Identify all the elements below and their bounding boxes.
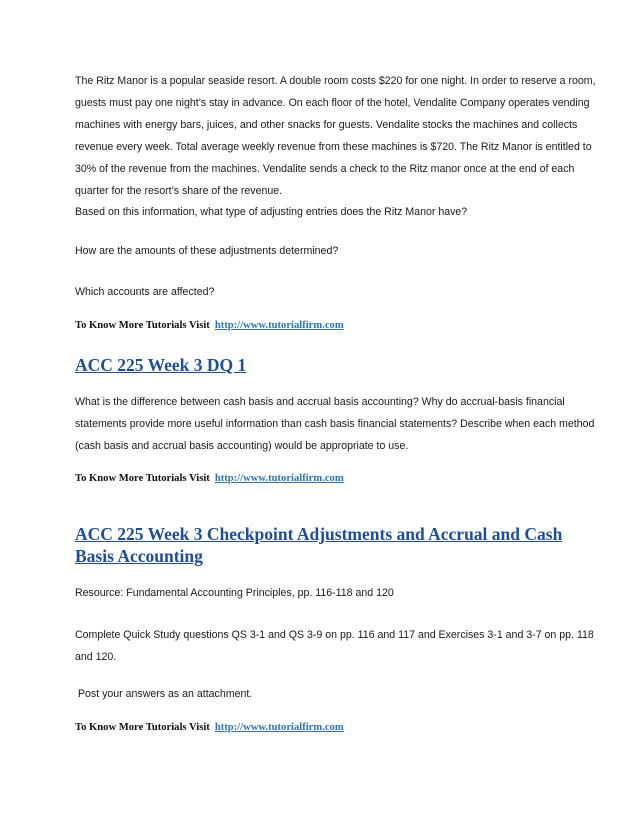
- quick-study-line: Complete Quick Study questions QS 3-1 and QS 3-9 on pp. 116 and 117 and Exercises 3-1 and 3-7 on pp. 118: [75, 629, 594, 641]
- promo-label: To Know More Tutorials Visit: [75, 473, 210, 484]
- intro-line: 30% of the revenue from the machines. Vendalite sends a check to the Ritz manor once at the end of each: [75, 163, 575, 175]
- intro-line: guests must pay one night’s stay in advance. On each floor of the hotel, Vendalite Company operates vending: [75, 97, 590, 109]
- dq1-line: What is the difference between cash basis and accrual basis accounting? Why do accrual-basis financial: [75, 396, 565, 408]
- question-3: Which accounts are affected?: [75, 286, 215, 298]
- promo-label: To Know More Tutorials Visit: [75, 320, 210, 331]
- question-2: How are the amounts of these adjustments determined?: [75, 245, 339, 257]
- intro-line: The Ritz Manor is a popular seaside resort. A double room costs $220 for one night. In order to reserve a room,: [75, 75, 596, 87]
- dq1-line: statements provide more useful information than cash basis financial statements? Describe when each method: [75, 418, 595, 430]
- intro-line: machines with energy bars, juices, and other snacks for guests. Vendalite stocks the machines and collects: [75, 119, 578, 131]
- dq1-heading[interactable]: ACC 225 Week 3 DQ 1: [75, 355, 247, 375]
- intro-line: revenue every week. Total average weekly revenue from these machines is $720. The Ritz Manor is entitled to: [75, 141, 592, 153]
- promo-line: [75, 722, 344, 733]
- dq1-paragraph: [75, 391, 595, 457]
- promo-label: To Know More Tutorials Visit: [75, 722, 210, 733]
- promo-link[interactable]: http://www.tutorialfirm.com: [214, 473, 344, 484]
- promo-link[interactable]: http://www.tutorialfirm.com: [214, 320, 344, 331]
- intro-paragraph: [75, 70, 596, 202]
- promo-line: [75, 473, 344, 484]
- checkpoint-heading[interactable]: [75, 523, 562, 567]
- dq1-line: (cash basis and accrual basis accounting) would be appropriate to use.: [75, 440, 409, 452]
- quick-study-paragraph: [75, 624, 594, 668]
- checkpoint-heading-line: ACC 225 Week 3 Checkpoint Adjustments and Accrual and Cash: [75, 524, 563, 544]
- promo-link[interactable]: http://www.tutorialfirm.com: [214, 722, 344, 733]
- quick-study-line: and 120.: [75, 651, 117, 663]
- intro-line: quarter for the resort’s share of the revenue.: [75, 185, 283, 197]
- promo-line: [75, 320, 344, 331]
- post-instruction: Post your answers as an attachment.: [75, 688, 253, 700]
- question-1: Based on this information, what type of adjusting entries does the Ritz Manor have?: [75, 206, 468, 218]
- checkpoint-heading-line: Basis Accounting: [75, 546, 203, 566]
- resource-line: Resource: Fundamental Accounting Principles, pp. 116-118 and 120: [75, 587, 394, 599]
